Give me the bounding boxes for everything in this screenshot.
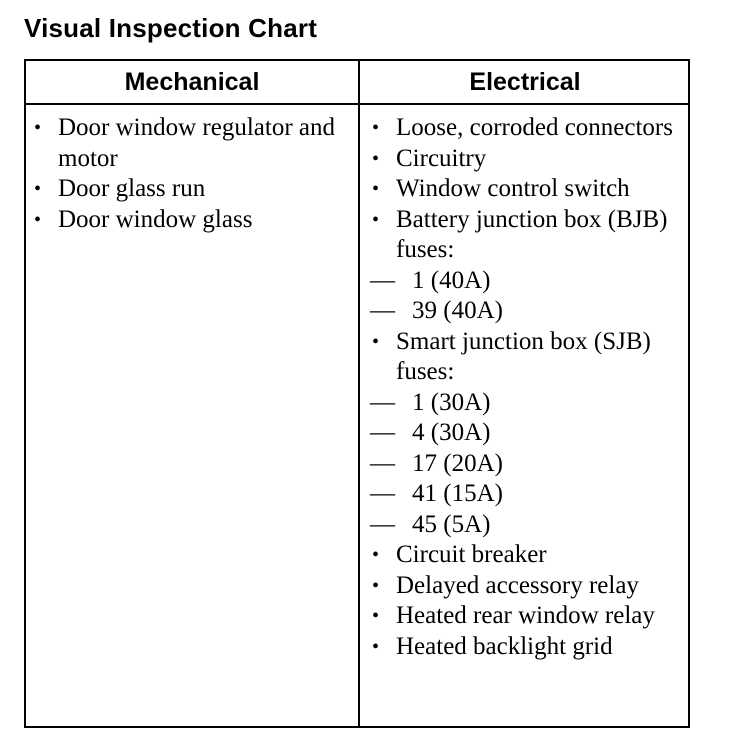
dash-marker: — xyxy=(370,510,395,538)
column-divider xyxy=(358,61,360,726)
chart-title: Visual Inspection Chart xyxy=(24,13,318,43)
bullet-marker: • xyxy=(372,330,380,353)
mechanical-column-header: Mechanical xyxy=(124,68,260,96)
list-item xyxy=(370,113,680,144)
sub-list-item xyxy=(370,479,680,510)
list-item xyxy=(32,174,352,205)
dash-marker: — xyxy=(370,419,395,446)
bullet-marker: • xyxy=(34,208,42,231)
list-item-text: 39 (40A) xyxy=(412,297,503,324)
bullet-marker: • xyxy=(372,208,380,231)
electrical-item-list xyxy=(370,113,680,662)
header-divider xyxy=(26,103,688,105)
bullet-marker: • xyxy=(372,605,380,627)
sub-list-item xyxy=(370,296,680,327)
list-item-text: 41 (15A) xyxy=(412,480,503,507)
bullet-marker: • xyxy=(372,544,380,566)
sub-list-item xyxy=(370,266,680,297)
sub-list-item xyxy=(370,510,680,541)
list-item-text: Heated backlight grid xyxy=(396,632,613,660)
list-item-text: 45 (5A) xyxy=(412,510,491,538)
dash-marker: — xyxy=(370,449,395,477)
bullet-marker: • xyxy=(372,117,380,139)
list-item xyxy=(32,113,352,174)
list-item-text: 4 (30A) xyxy=(412,419,491,446)
electrical-column-header: Electrical xyxy=(469,68,581,96)
list-item xyxy=(370,540,680,571)
list-item-text: Loose, corroded connectors xyxy=(396,114,673,141)
bullet-marker: • xyxy=(372,147,380,170)
list-item-text: 17 (20A) xyxy=(412,449,503,477)
bullet-marker: • xyxy=(372,574,380,597)
list-item-text: Heated rear window relay xyxy=(396,602,655,629)
list-item-text: 1 (40A) xyxy=(412,266,491,294)
sub-list-item xyxy=(370,418,680,449)
list-item-text: Battery junction box (BJB) fuses: xyxy=(396,205,668,263)
list-item xyxy=(370,601,680,632)
list-item-text: Delayed accessory relay xyxy=(396,571,639,599)
list-item xyxy=(370,144,680,175)
list-item xyxy=(370,571,680,602)
dash-marker: — xyxy=(370,266,395,294)
list-item-text: Circuit breaker xyxy=(396,541,547,568)
dash-marker: — xyxy=(370,297,395,324)
list-item-text: Window control switch xyxy=(396,175,630,202)
list-item-text: Door glass run xyxy=(58,175,206,202)
bullet-marker: • xyxy=(372,178,380,200)
dash-marker: — xyxy=(370,480,395,507)
list-item xyxy=(370,632,680,663)
list-item xyxy=(32,205,352,236)
sub-list-item xyxy=(370,449,680,480)
mechanical-item-list xyxy=(32,113,352,235)
bullet-marker: • xyxy=(34,178,42,200)
list-item-text: Door window glass xyxy=(58,205,253,233)
inspection-table xyxy=(24,59,690,728)
list-item xyxy=(370,205,680,266)
list-item-text: 1 (30A) xyxy=(412,388,491,416)
sub-list-item xyxy=(370,388,680,419)
bullet-marker: • xyxy=(34,117,42,139)
list-item-text: Door window regulator and motor xyxy=(58,114,336,172)
list-item xyxy=(370,174,680,205)
list-item-text: Circuitry xyxy=(396,144,487,172)
dash-marker: — xyxy=(370,388,395,416)
list-item-text: Smart junction box (SJB) fuses: xyxy=(396,327,651,385)
list-item xyxy=(370,327,680,388)
bullet-marker: • xyxy=(372,635,380,658)
